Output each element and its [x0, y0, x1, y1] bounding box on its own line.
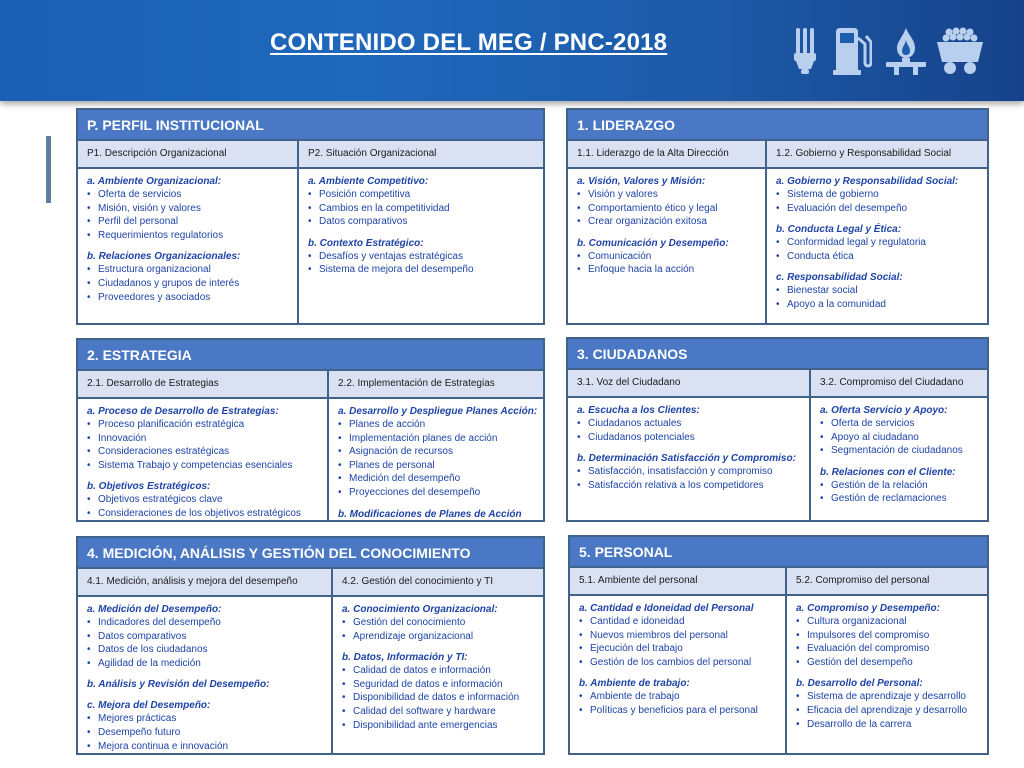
- list-item: • Cantidad e idoneidad: [579, 615, 781, 629]
- section-title: b. Relaciones con el Cliente:: [820, 466, 956, 478]
- list-item: • Planes de personal: [338, 459, 539, 473]
- list-item: • Apoyo a la comunidad: [776, 298, 983, 312]
- bullet-list: [577, 250, 761, 277]
- bullet-list: [579, 690, 781, 717]
- section: [776, 223, 983, 263]
- panel-3-ciudadanos: [566, 337, 989, 522]
- list-item: • Oferta de servicios: [87, 188, 293, 202]
- subcriteria-header-row: [78, 371, 543, 399]
- subcriterion-header: 3.2. Compromiso del Ciudadano: [809, 370, 987, 396]
- panel-5-personal: [568, 535, 989, 755]
- list-item: • Sistema de aprendizaje y desarrollo: [796, 690, 983, 704]
- subcriterion-header: 2.2. Implementación de Estrategias: [327, 371, 543, 397]
- list-item: • Gestión de los cambios del personal: [579, 656, 781, 670]
- page-title: CONTENIDO DEL MEG / PNC-2018: [270, 29, 668, 56]
- section: [338, 405, 539, 500]
- section: [796, 602, 983, 669]
- list-item: • Calidad de datos e información: [342, 664, 539, 678]
- list-item: • Indicadores del desempeño: [87, 616, 327, 630]
- subcriterion-header: 5.1. Ambiente del personal: [579, 575, 698, 586]
- list-item: • Impulsores del compromiso: [796, 629, 983, 643]
- section-title: b. Análisis y Revisión del Desempeño:: [87, 679, 270, 691]
- section-title: a. Gobierno y Responsabilidad Social:: [776, 176, 959, 187]
- panel-body: [78, 169, 543, 323]
- bullet-list: [776, 236, 983, 263]
- list-item: • Mejora continua e innovación: [87, 740, 327, 754]
- section-title: b. Desarrollo del Personal:: [796, 678, 923, 690]
- list-item: • Medición del desempeño: [338, 472, 539, 486]
- list-item: • Ciudadanos y grupos de interés: [87, 277, 293, 291]
- list-item: • Proveedores y asociados: [87, 291, 293, 305]
- subcriteria-header-row: [570, 568, 987, 596]
- panel-title: 4. MEDICIÓN, ANÁLISIS Y GESTIÓN DEL CONOCIMIENTO: [78, 538, 543, 569]
- list-item: • Asignación de recursos: [338, 445, 539, 459]
- list-item: • Satisfacción, insatisfacción y compromiso: [577, 465, 805, 479]
- bullet-list: [87, 418, 323, 472]
- subcriterion-header: P2. Situación Organizacional: [297, 141, 543, 167]
- list-item: • Evaluación del compromiso: [796, 642, 983, 656]
- list-item: • Innovación: [87, 432, 323, 446]
- list-item: • Ciudadanos actuales: [577, 417, 805, 431]
- list-item: • Consideraciones de los objetivos estratégicos: [87, 507, 323, 521]
- subcriterion-content: [765, 169, 987, 323]
- subcriterion-header: 4.2. Gestión del conocimiento y TI: [331, 569, 543, 595]
- section: [579, 677, 781, 717]
- list-item: • Posición competitiva: [308, 188, 539, 202]
- bullet-list: [342, 616, 539, 643]
- section: [577, 237, 761, 277]
- section: [308, 237, 539, 277]
- bullet-list: [342, 664, 539, 732]
- section-title: b. Comunicación y Desempeño:: [577, 237, 729, 249]
- list-item: • Perfil del personal: [87, 215, 293, 229]
- bullet-list: [87, 493, 323, 520]
- list-item: • Proyecciones del desempeño: [338, 486, 539, 500]
- list-item: • Sistema Trabajo y competencias esenciales: [87, 459, 323, 473]
- subcriteria-header-row: [78, 569, 543, 597]
- bullet-list: [87, 712, 327, 753]
- list-item: • Segmentación de ciudadanos: [820, 444, 983, 458]
- subcriterion-header: 3.1. Voz del Ciudadano: [577, 377, 681, 388]
- section-title: a. Ambiente Competitivo:: [308, 176, 429, 187]
- subcriterion-content: [297, 169, 543, 323]
- subcriterion-content: [570, 596, 785, 753]
- section: [796, 677, 983, 731]
- list-item: • Datos de los ciudadanos: [87, 643, 327, 657]
- bullet-list: [796, 690, 983, 731]
- list-item: • Políticas y beneficios para el personal: [579, 704, 781, 718]
- list-item: • Cambios en la competitividad: [308, 202, 539, 216]
- list-item: • Gestión del desempeño: [796, 656, 983, 670]
- bullet-list: [579, 615, 781, 669]
- list-item: • Ciudadanos potenciales: [577, 431, 805, 445]
- list-item: • Planes de acción: [338, 418, 539, 432]
- list-item: • Gestión de la relación: [820, 479, 983, 493]
- list-item: • Bienestar social: [776, 284, 983, 298]
- bullet-list: [577, 465, 805, 492]
- list-item: • Eficacia del aprendizaje y desarrollo: [796, 704, 983, 718]
- bullet-list: [776, 284, 983, 311]
- bullet-list: [820, 479, 983, 506]
- panel-title: 3. CIUDADANOS: [568, 339, 987, 370]
- bullet-list: [820, 417, 983, 458]
- subcriterion-header: 1.2. Gobierno y Responsabilidad Social: [765, 141, 987, 167]
- list-item: • Datos comparativos: [87, 630, 327, 644]
- panel-body: [78, 597, 543, 753]
- bullet-list: [776, 188, 983, 215]
- bullet-list: [338, 418, 539, 500]
- section: [87, 480, 323, 520]
- section-title: b. Contexto Estratégico:: [308, 237, 424, 249]
- list-item: • Desarrollo de la carrera: [796, 718, 983, 732]
- section-title: b. Ambiente de trabajo:: [579, 678, 690, 690]
- mining-cart-icon: [936, 26, 984, 76]
- panel-title: 2. ESTRATEGIA: [78, 340, 543, 371]
- list-item: • Disponibilidad de datos e información: [342, 691, 539, 705]
- subcriterion-header: P1. Descripción Organizacional: [87, 148, 227, 159]
- panel-title: 5. PERSONAL: [570, 537, 987, 568]
- list-item: • Evaluación del desempeño: [776, 202, 983, 216]
- list-item: • Proceso planificación estratégica: [87, 418, 323, 432]
- list-item: • Desafíos y ventajas estratégicas: [308, 250, 539, 264]
- list-item: • Visión y valores: [577, 188, 761, 202]
- section-title: a. Oferta Servicio y Apoyo:: [820, 405, 948, 416]
- section: [820, 466, 983, 506]
- list-item: • Mejores prácticas: [87, 712, 327, 726]
- list-item: • Disponibilidad ante emergencias: [342, 719, 539, 733]
- section: [776, 175, 983, 215]
- bullet-list: [308, 188, 539, 229]
- list-item: • Comportamiento ético y legal: [577, 202, 761, 216]
- bullet-list: [87, 263, 293, 304]
- list-item: • Enfoque hacia la acción: [577, 263, 761, 277]
- section-title: a. Conocimiento Organizacional:: [342, 604, 498, 615]
- subcriterion-content: [78, 399, 327, 520]
- section-title: a. Visión, Valores y Misión:: [577, 176, 706, 187]
- section-title: a. Medición del Desempeño:: [87, 604, 222, 615]
- subcriterion-content: [78, 597, 331, 753]
- section: [342, 651, 539, 732]
- subcriterion-content: [809, 398, 987, 520]
- list-item: • Ejecución del trabajo: [579, 642, 781, 656]
- section-title: a. Compromiso y Desempeño:: [796, 603, 940, 614]
- section: [338, 508, 539, 521]
- section-title: b. Modificaciones de Planes de Acción: [338, 508, 522, 520]
- list-item: • Datos comparativos: [308, 215, 539, 229]
- panel-body: [570, 596, 987, 753]
- list-item: • Desempeño futuro: [87, 726, 327, 740]
- section: [87, 678, 327, 691]
- light-bulb-icon: [790, 26, 820, 76]
- panel-p-perfil-institucional: [76, 108, 545, 325]
- subcriterion-content: [331, 597, 543, 753]
- section: [776, 271, 983, 311]
- section: [87, 250, 293, 304]
- section-title: a. Escucha a los Clientes:: [577, 405, 700, 416]
- list-item: • Objetivos estratégicos clave: [87, 493, 323, 507]
- list-item: • Misión, visión y valores: [87, 202, 293, 216]
- section-title: c. Mejora del Desempeño:: [87, 700, 211, 712]
- section: [820, 404, 983, 458]
- list-item: • Satisfacción relativa a los competidores: [577, 479, 805, 493]
- section-title: b. Relaciones Organizacionales:: [87, 251, 241, 263]
- list-item: • Apoyo al ciudadano: [820, 431, 983, 445]
- list-item: • Crear organización exitosa: [577, 215, 761, 229]
- list-item: • Oferta de servicios: [820, 417, 983, 431]
- section: [87, 405, 323, 472]
- list-item: • Conformidad legal y regulatoria: [776, 236, 983, 250]
- side-accent-bar: [46, 136, 51, 203]
- list-item: • Cultura organizacional: [796, 615, 983, 629]
- section-title: b. Objetivos Estratégicos:: [87, 481, 211, 493]
- section-title: a. Desarrollo y Despliegue Planes Acción:: [338, 406, 538, 417]
- bullet-list: [87, 616, 327, 670]
- section: [577, 452, 805, 492]
- section: [87, 603, 327, 670]
- list-item: • Agilidad de la medición: [87, 657, 327, 671]
- list-item: • Ambiente de trabajo: [579, 690, 781, 704]
- subcriterion-header: 2.1. Desarrollo de Estrategias: [87, 378, 219, 389]
- panel-body: [568, 169, 987, 323]
- subcriterion-content: [568, 398, 809, 520]
- subcriterion-content: [568, 169, 765, 323]
- list-item: • Gestión del conocimiento: [342, 616, 539, 630]
- bullet-list: [577, 188, 761, 229]
- section: [577, 404, 805, 444]
- panel-title: P. PERFIL INSTITUCIONAL: [78, 110, 543, 141]
- section: [308, 175, 539, 229]
- panel-body: [78, 399, 543, 520]
- section: [579, 602, 781, 669]
- subcriterion-content: [327, 399, 543, 520]
- list-item: • Sistema de gobierno: [776, 188, 983, 202]
- section-title: b. Conducta Legal y Ética:: [776, 224, 902, 236]
- section-title: b. Determinación Satisfacción y Compromiso:: [577, 453, 796, 465]
- list-item: • Sistema de mejora del desempeño: [308, 263, 539, 277]
- subcriterion-content: [785, 596, 987, 753]
- section: [87, 699, 327, 753]
- section-title: a. Ambiente Organizacional:: [87, 176, 222, 187]
- subcriterion-content: [78, 169, 297, 323]
- panel-4-medicion-analisis-y-gestion-del-conocimiento: [76, 536, 545, 755]
- bullet-list: [577, 417, 805, 444]
- list-item: • Conducta ética: [776, 250, 983, 264]
- list-item: • Comunicación: [577, 250, 761, 264]
- list-item: • Aprendizaje organizacional: [342, 630, 539, 644]
- subcriterion-header: 5.2. Compromiso del personal: [785, 568, 987, 594]
- section-title: c. Responsabilidad Social:: [776, 272, 903, 284]
- section: [342, 603, 539, 643]
- section-title: b. Datos, Información y TI:: [342, 652, 468, 664]
- list-item: • Gestión de reclamaciones: [820, 492, 983, 506]
- subcriterion-header: 4.1. Medición, análisis y mejora del desempeño: [87, 576, 298, 587]
- panel-body: [568, 398, 987, 520]
- panel-2-estrategia: [76, 338, 545, 522]
- section-title: a. Cantidad e Idoneidad del Personal: [579, 603, 754, 614]
- subcriteria-header-row: [78, 141, 543, 169]
- list-item: • Implementación planes de acción: [338, 432, 539, 446]
- bullet-list: [308, 250, 539, 277]
- list-item: • Requerimientos regulatorios: [87, 229, 293, 243]
- fuel-pump-icon: [832, 26, 872, 76]
- bullet-list: [87, 188, 293, 242]
- subcriterion-header: 1.1. Liderazgo de la Alta Dirección: [577, 148, 729, 159]
- gas-flame-icon: [884, 26, 928, 76]
- section: [577, 175, 761, 229]
- subcriteria-header-row: [568, 370, 987, 398]
- header-banner: [0, 0, 1024, 101]
- icon-group: [790, 26, 990, 76]
- section-title: a. Proceso de Desarrollo de Estrategias:: [87, 406, 279, 417]
- list-item: • Estructura organizacional: [87, 263, 293, 277]
- panel-1-liderazgo: [566, 108, 989, 325]
- list-item: • Seguridad de datos e información: [342, 678, 539, 692]
- list-item: • Calidad del software y hardware: [342, 705, 539, 719]
- list-item: • Nuevos miembros del personal: [579, 629, 781, 643]
- list-item: • Consideraciones estratégicas: [87, 445, 323, 459]
- section: [87, 175, 293, 242]
- bullet-list: [796, 615, 983, 669]
- subcriteria-header-row: [568, 141, 987, 169]
- panel-title: 1. LIDERAZGO: [568, 110, 987, 141]
